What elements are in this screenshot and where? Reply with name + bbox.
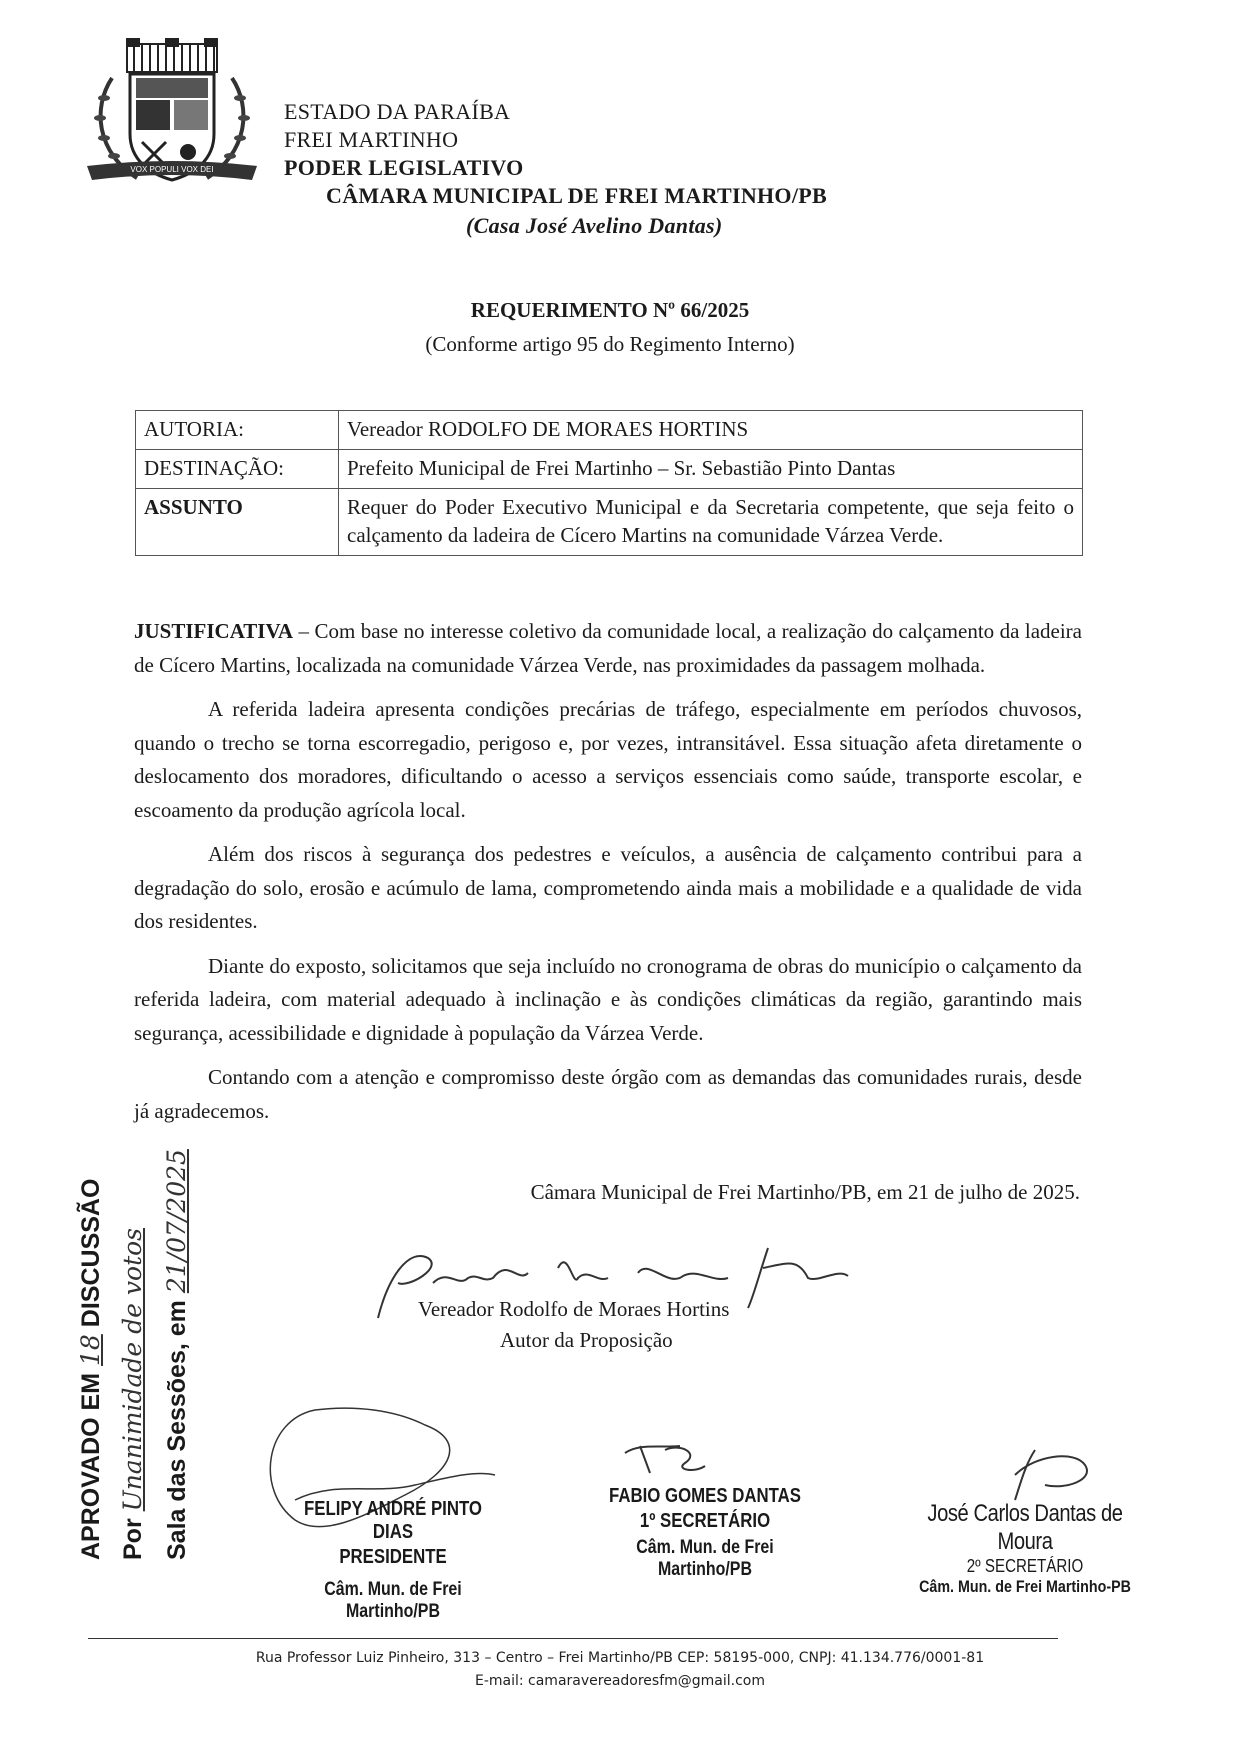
first-secretary-stamp [608,1485,801,1581]
first-secretary-name: FABIO GOMES DANTAS [609,1485,801,1507]
crown-icon [127,38,217,72]
city-name: FREI MARTINHO [284,127,459,152]
municipal-crest-logo [82,38,262,198]
footer-divider [88,1638,1058,1639]
house-name: (Casa José Avelino Dantas) [466,213,723,238]
body-paragraph: Diante do exposto, solicitamos que seja incluído no cronograma de obras do município o calçamento da referida ladeira, com material adequado à inclinação e às condições climáticas da região, garantindo mais segurança, acessibilidade e dignidade à população da Várzea Verde. [134,953,1082,1045]
approval-room-prefix: Sala das Sessões, em [163,1300,191,1560]
justification-label: JUSTIFICATIVA [134,619,294,643]
subject-value: Requer do Poder Executivo Municipal e da Secretaria competente, que seja feito o calçamento da ladeira de Cícero Martins na comunidade Várzea Verde. [339,489,1083,556]
first-secretary-org: Câm. Mun. de Frei Martinho/PB [636,1537,774,1580]
subject-label: ASSUNTO [136,489,339,556]
approval-session-number: 18 [76,1334,105,1366]
chamber-name: CÂMARA MUNICIPAL DE FREI MARTINHO/PB [326,183,827,208]
second-secretary-stamp [912,1500,1139,1597]
author-name: Vereador Rodolfo de Moraes Hortins [418,1297,730,1321]
table-row [136,450,1083,489]
approval-line-1 [76,1179,106,1560]
second-secretary-title: 2º SECRETÁRIO [966,1556,1084,1576]
first-secretary-signature-scribble [620,1438,710,1478]
approval-suffix: DISCUSSÃO [77,1178,105,1328]
body-paragraph: Contando com a atenção e compromisso deste órgão com as demandas das comunidades rurais, desde já agradecemos. [134,1065,1082,1123]
power-name: PODER LEGISLATIVO [284,155,524,180]
state-name: ESTADO DA PARAÍBA [284,99,511,124]
authorship-label: AUTORIA: [136,411,339,450]
author-role: Autor da Proposição [500,1328,673,1352]
document-body [134,615,1082,1128]
president-title: PRESIDENTE [339,1546,447,1568]
second-secretary-signature-scribble [1005,1445,1095,1505]
footer-email: E-mail: camaravereadoresfm@gmail.com [474,1673,766,1689]
approval-prefix: APROVADO EM [77,1372,105,1560]
president-org: Câm. Mun. de Frei Martinho/PB [324,1579,462,1622]
date-line: Câmara Municipal de Frei Martinho/PB, em 21 de julho de 2025. [530,1180,1080,1204]
first-secretary-title: 1º SECRETÁRIO [639,1510,771,1532]
approval-line-2 [118,1228,148,1560]
second-secretary-org: Câm. Mun. de Frei Martinho-PB [919,1577,1131,1596]
approval-by-handwritten: Unanimidade de votos [118,1227,147,1512]
authorship-value: Vereador RODOLFO DE MORAES HORTINS [339,411,1083,450]
president-name: FELIPY ANDRÉ PINTO DIAS [303,1498,482,1543]
justification-paragraph [134,615,1082,682]
request-title: REQUERIMENTO Nº 66/2025 [470,298,750,322]
body-paragraph: A referida ladeira apresenta condições precárias de tráfego, especialmente em períodos chuvosos, quando o trecho se torna escorregadio, perigoso e, por vezes, intransitável. Essa situação afeta diretamente o deslocamento dos moradores, dificultando o acesso a serviços essenciais como saúde, transporte escolar, e escoamento da produção agrícola local. [134,697,1082,822]
president-stamp [288,1498,498,1623]
justification-text: – Com base no interesse coletivo da comunidade local, a realização do calçamento da ladeira de Cícero Martins, localizada na comunidade Várzea Verde, nas proximidades da passagem molhada. [134,619,1082,677]
info-table [135,410,1083,556]
second-secretary-name: José Carlos Dantas de Moura [927,1500,1123,1555]
destination-value: Prefeito Municipal de Frei Martinho – Sr. Sebastião Pinto Dantas [339,450,1083,489]
approval-line-3 [162,1149,192,1560]
body-paragraph: Além dos riscos à segurança dos pedestres e veículos, a ausência de calçamento contribui para a degradação do solo, erosão e acúmulo de lama, comprometendo ainda mais a mobilidade e a qualidade de vida dos residentes. [134,842,1082,933]
table-row [136,411,1083,450]
destination-label: DESTINAÇÃO: [136,450,339,489]
request-subtitle: (Conforme artigo 95 do Regimento Interno) [425,332,795,356]
approval-by-prefix: Por [119,1518,147,1560]
approval-date-handwritten: 21/07/2025 [162,1149,191,1294]
crest-motto: VOX POPULI VOX DEI [130,165,214,174]
table-row [136,489,1083,556]
footer-address: Rua Professor Luiz Pinheiro, 313 – Centro – Frei Martinho/PB CEP: 58195-000, CNPJ: 41.134.776/0001-81 [255,1650,985,1666]
